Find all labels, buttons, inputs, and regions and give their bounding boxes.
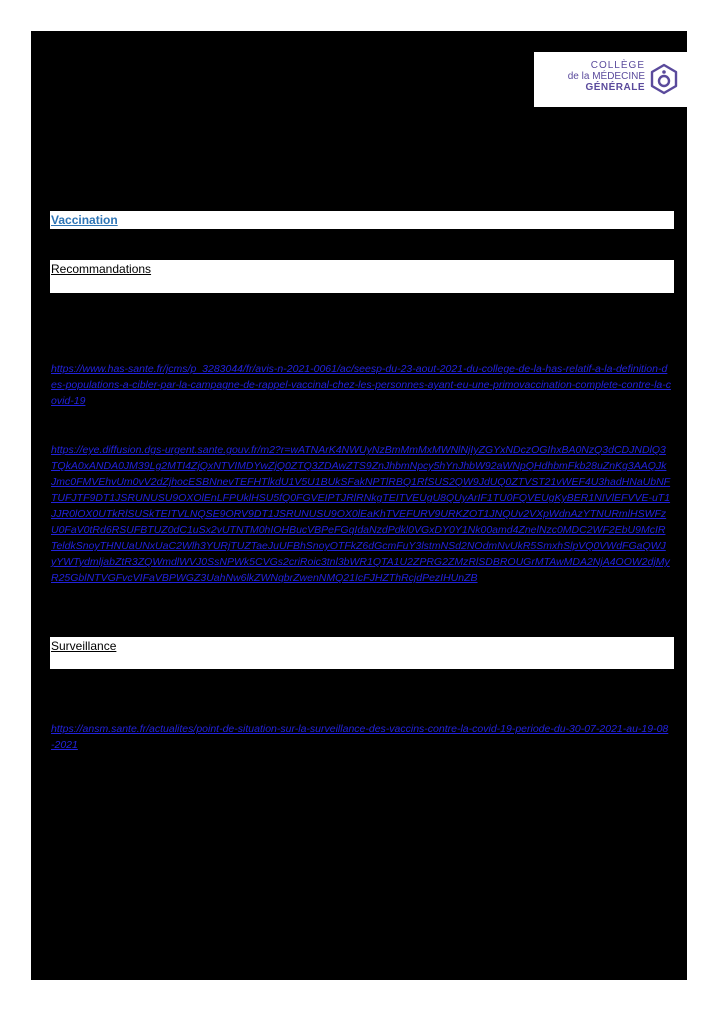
section-title-vaccination: Vaccination	[51, 213, 118, 227]
hexagon-logo-icon	[649, 63, 679, 95]
document-page	[31, 31, 687, 980]
ansm-surveillance-link[interactable]: https://ansm.sante.fr/actualites/point-de-situation-sur-la-surveillance-des-vaccins-contre-la-covid-19-periode-du-30-07-2021-au-19-08-2021	[51, 723, 669, 751]
logo-text	[568, 60, 645, 93]
logo-line-medecine: de la MÉDECINE	[567, 71, 645, 82]
logo-line-generale: GÉNÉRALE	[585, 82, 645, 93]
section-surveillance	[50, 637, 674, 669]
section-vaccination	[50, 211, 674, 229]
section-recommandations	[50, 260, 674, 293]
logo-line-college: COLLÈGE	[590, 60, 645, 71]
college-logo	[534, 52, 687, 107]
section-title-recommandations: Recommandations	[51, 262, 152, 276]
section-title-surveillance: Surveillance	[51, 639, 117, 653]
dgs-urgent-link[interactable]: https://eye.diffusion.dgs-urgent.sante.gouv.fr/m2?r=wATNArK4NWUyNzBmMmMxMWNlNjIyZGYxNDczOGIhxBA0NzQ3dCDJNDlQ3TQkA0xANDA0JM39Lg2MTI4ZjQxNTVIMDYwZjQ0ZTQ3ZDAwZTS9ZnJhbmNpcy5hYnJhbW92aWNpQHdhbmFkb28uZnKg3AAQJkJmc0FMVEhvUm0vV2dZjhocESBNnevTEFHTlkdU1V5U1BUkSFakNPTlRBQ1RfSUS2QW9JdUQ0ZTVST21vWEF4U3hadHNaUbNFTUFJTF9DT1JSRUNUSU9OXOlEnLFPUklHSU5fQ0FGVEIPTJRlRNkgTEITVEUgU8QUyArIF1TU0FQVEUgKyBER1NIVlEFVVE-uT1JJR0lOX0UTkRlSUSkTEITVLNQSE9ORV9DT1JSRUNUSU9OX0lEaKhTVEFURV9URKZOT1JNQUv2VXpWdnAzYTNURmlHSWFzU0FaV0tRd6RSUFBTUZ0dC1uSx2vUTNTM0hIOHBucVBPeFGqIdaNzdPdkl0VGxDY0Y1Nk00amd4ZnelNzc0MDC2WF2EbU9McIRTeldkSnoyTHNUaUNxUaC2Wlh3YURjTUZTaeJuUFBhSnoyOTFkZ6dGcmFuY3lstmNSd2NOdmNvUkR5SmxhSlpVQ0VWdFGaQWJyYWTydmljabZtR3ZQWmdlWVJ0SsNPWk5CVGs2criRoic3tnl3bWR1QTA1U2ZPRG2ZMzRlSDBROUGrMTAwMDA2NjA4OOW2djMyR25GblNTVGFvcVIFaVBPWGZ3UahNw6lkZWNqbrZwenNMQ21IcFJHZThRcjdPezIHUnZB	[51, 444, 671, 584]
has-avis-link[interactable]: https://www.has-sante.fr/jcms/p_3283044/fr/avis-n-2021-0061/ac/seesp-du-23-aout-2021-du-college-de-la-has-relatif-a-la-definition-des-populations-a-cibler-par-la-campagne-de-rappel-vaccinal-chez-les-personnes-ayant-eu-une-primovaccination-complete-contre-la-covid-19	[51, 363, 671, 407]
